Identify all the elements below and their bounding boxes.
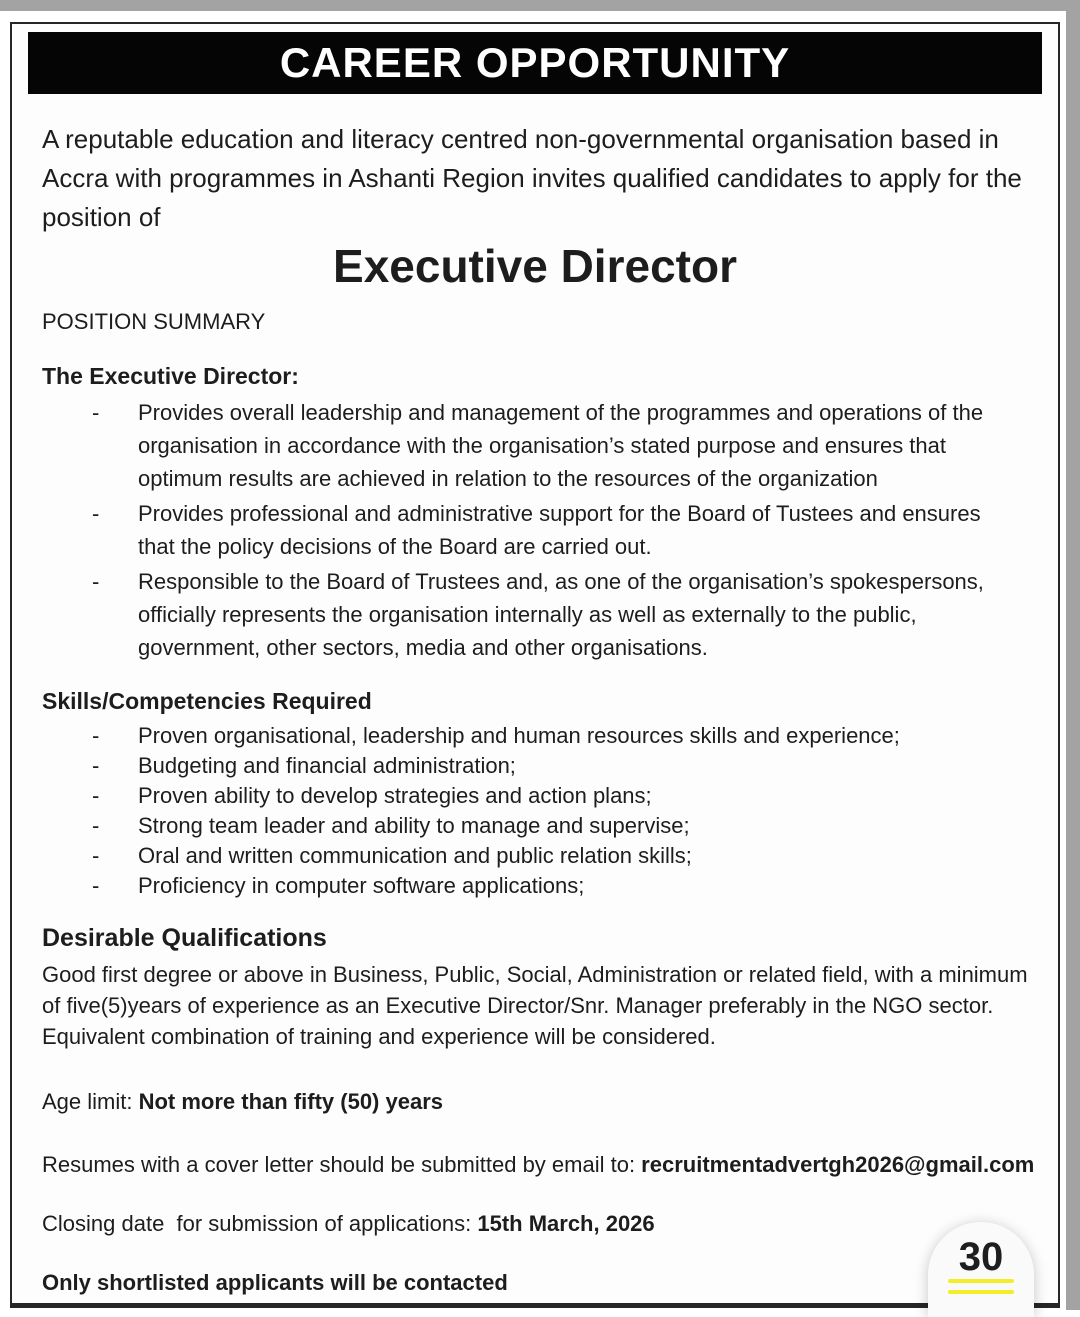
age-limit-label: Age limit:	[42, 1089, 139, 1114]
advert-header-banner	[28, 32, 1042, 94]
duties-list	[32, 396, 1038, 664]
skill-text: Proven organisational, leadership and human resources skills and experience;	[138, 723, 900, 748]
list-item	[32, 497, 1038, 563]
skill-text: Strong team leader and ability to manage and supervise;	[138, 813, 690, 838]
qualifications-heading: Desirable Qualifications	[42, 924, 327, 952]
duty-text: Responsible to the Board of Trustees and, as one of the organisation’s spokespersons, officially represents the organisation internally as well as externally to the public, government, other sectors, media and other organisations.	[138, 569, 984, 660]
dash-bullet: -	[92, 569, 100, 594]
list-item	[32, 841, 1038, 870]
right-chrome-strip	[1066, 0, 1080, 1310]
dash-bullet: -	[92, 501, 100, 526]
list-item	[32, 751, 1038, 780]
shortlist-note: Only shortlisted applicants will be contacted	[42, 1270, 508, 1295]
closing-date-line	[42, 1210, 1038, 1237]
dash-bullet: -	[92, 873, 100, 898]
yellow-underline	[948, 1290, 1014, 1294]
age-limit-line	[42, 1088, 1038, 1115]
dash-bullet: -	[92, 753, 100, 778]
job-advert-page	[10, 22, 1060, 1308]
skills-heading: Skills/Competencies Required	[42, 688, 372, 714]
skills-list	[32, 721, 1038, 900]
advert-title: CAREER OPPORTUNITY	[279, 39, 791, 86]
list-item	[32, 871, 1038, 900]
list-item	[32, 565, 1038, 664]
list-item	[32, 396, 1038, 495]
dash-bullet: -	[92, 723, 100, 748]
intro-paragraph: A reputable education and literacy centred non-governmental organisation based in Accra with programmes in Ashanti Region invites qualified candidates to apply for the position of	[42, 124, 1022, 232]
closing-date-label: Closing date for submission of applications:	[42, 1211, 478, 1236]
duty-text: Provides overall leadership and management of the programmes and operations of the organisation in accordance with the organisation’s stated purpose and ensures that optimum results are achieved in relation to the resources of the organization	[138, 400, 984, 491]
duties-heading: The Executive Director:	[42, 363, 299, 389]
age-limit-value: Not more than fifty (50) years	[138, 1089, 443, 1114]
skill-text: Budgeting and financial administration;	[138, 753, 516, 778]
list-item	[32, 721, 1038, 750]
yellow-underline	[948, 1279, 1014, 1283]
list-item	[32, 781, 1038, 810]
resumes-line	[42, 1151, 1038, 1178]
list-item	[32, 811, 1038, 840]
skill-text: Oral and written communication and public relation skills;	[138, 843, 692, 868]
dash-bullet: -	[92, 783, 100, 808]
dash-bullet: -	[92, 813, 100, 838]
closing-date-value: 15th March, 2026	[477, 1211, 655, 1236]
duty-text: Provides professional and administrative support for the Board of Tustees and ensures that the policy decisions of the Board are carried out.	[138, 501, 981, 559]
position-summary-label: POSITION SUMMARY	[42, 309, 266, 334]
top-chrome-bar	[0, 0, 1080, 11]
resumes-email: recruitmentadvertgh2026@gmail.com	[641, 1152, 1035, 1177]
count-badge[interactable]	[928, 1222, 1034, 1317]
skill-text: Proficiency in computer software applications;	[138, 873, 585, 898]
position-title: Executive Director	[333, 240, 737, 292]
dash-bullet: -	[92, 843, 100, 868]
count-badge-value: 30	[958, 1235, 1004, 1279]
qualifications-paragraph: Good first degree or above in Business, Public, Social, Administration or related field, with a minimum of five(5)years of experience as an Executive Director/Snr. Manager preferably in the NGO sector. Equivalent combination of training and experience will be considered.	[42, 962, 1028, 1049]
skill-text: Proven ability to develop strategies and action plans;	[138, 783, 652, 808]
resumes-label: Resumes with a cover letter should be submitted by email to:	[42, 1152, 642, 1177]
dash-bullet: -	[92, 400, 100, 425]
